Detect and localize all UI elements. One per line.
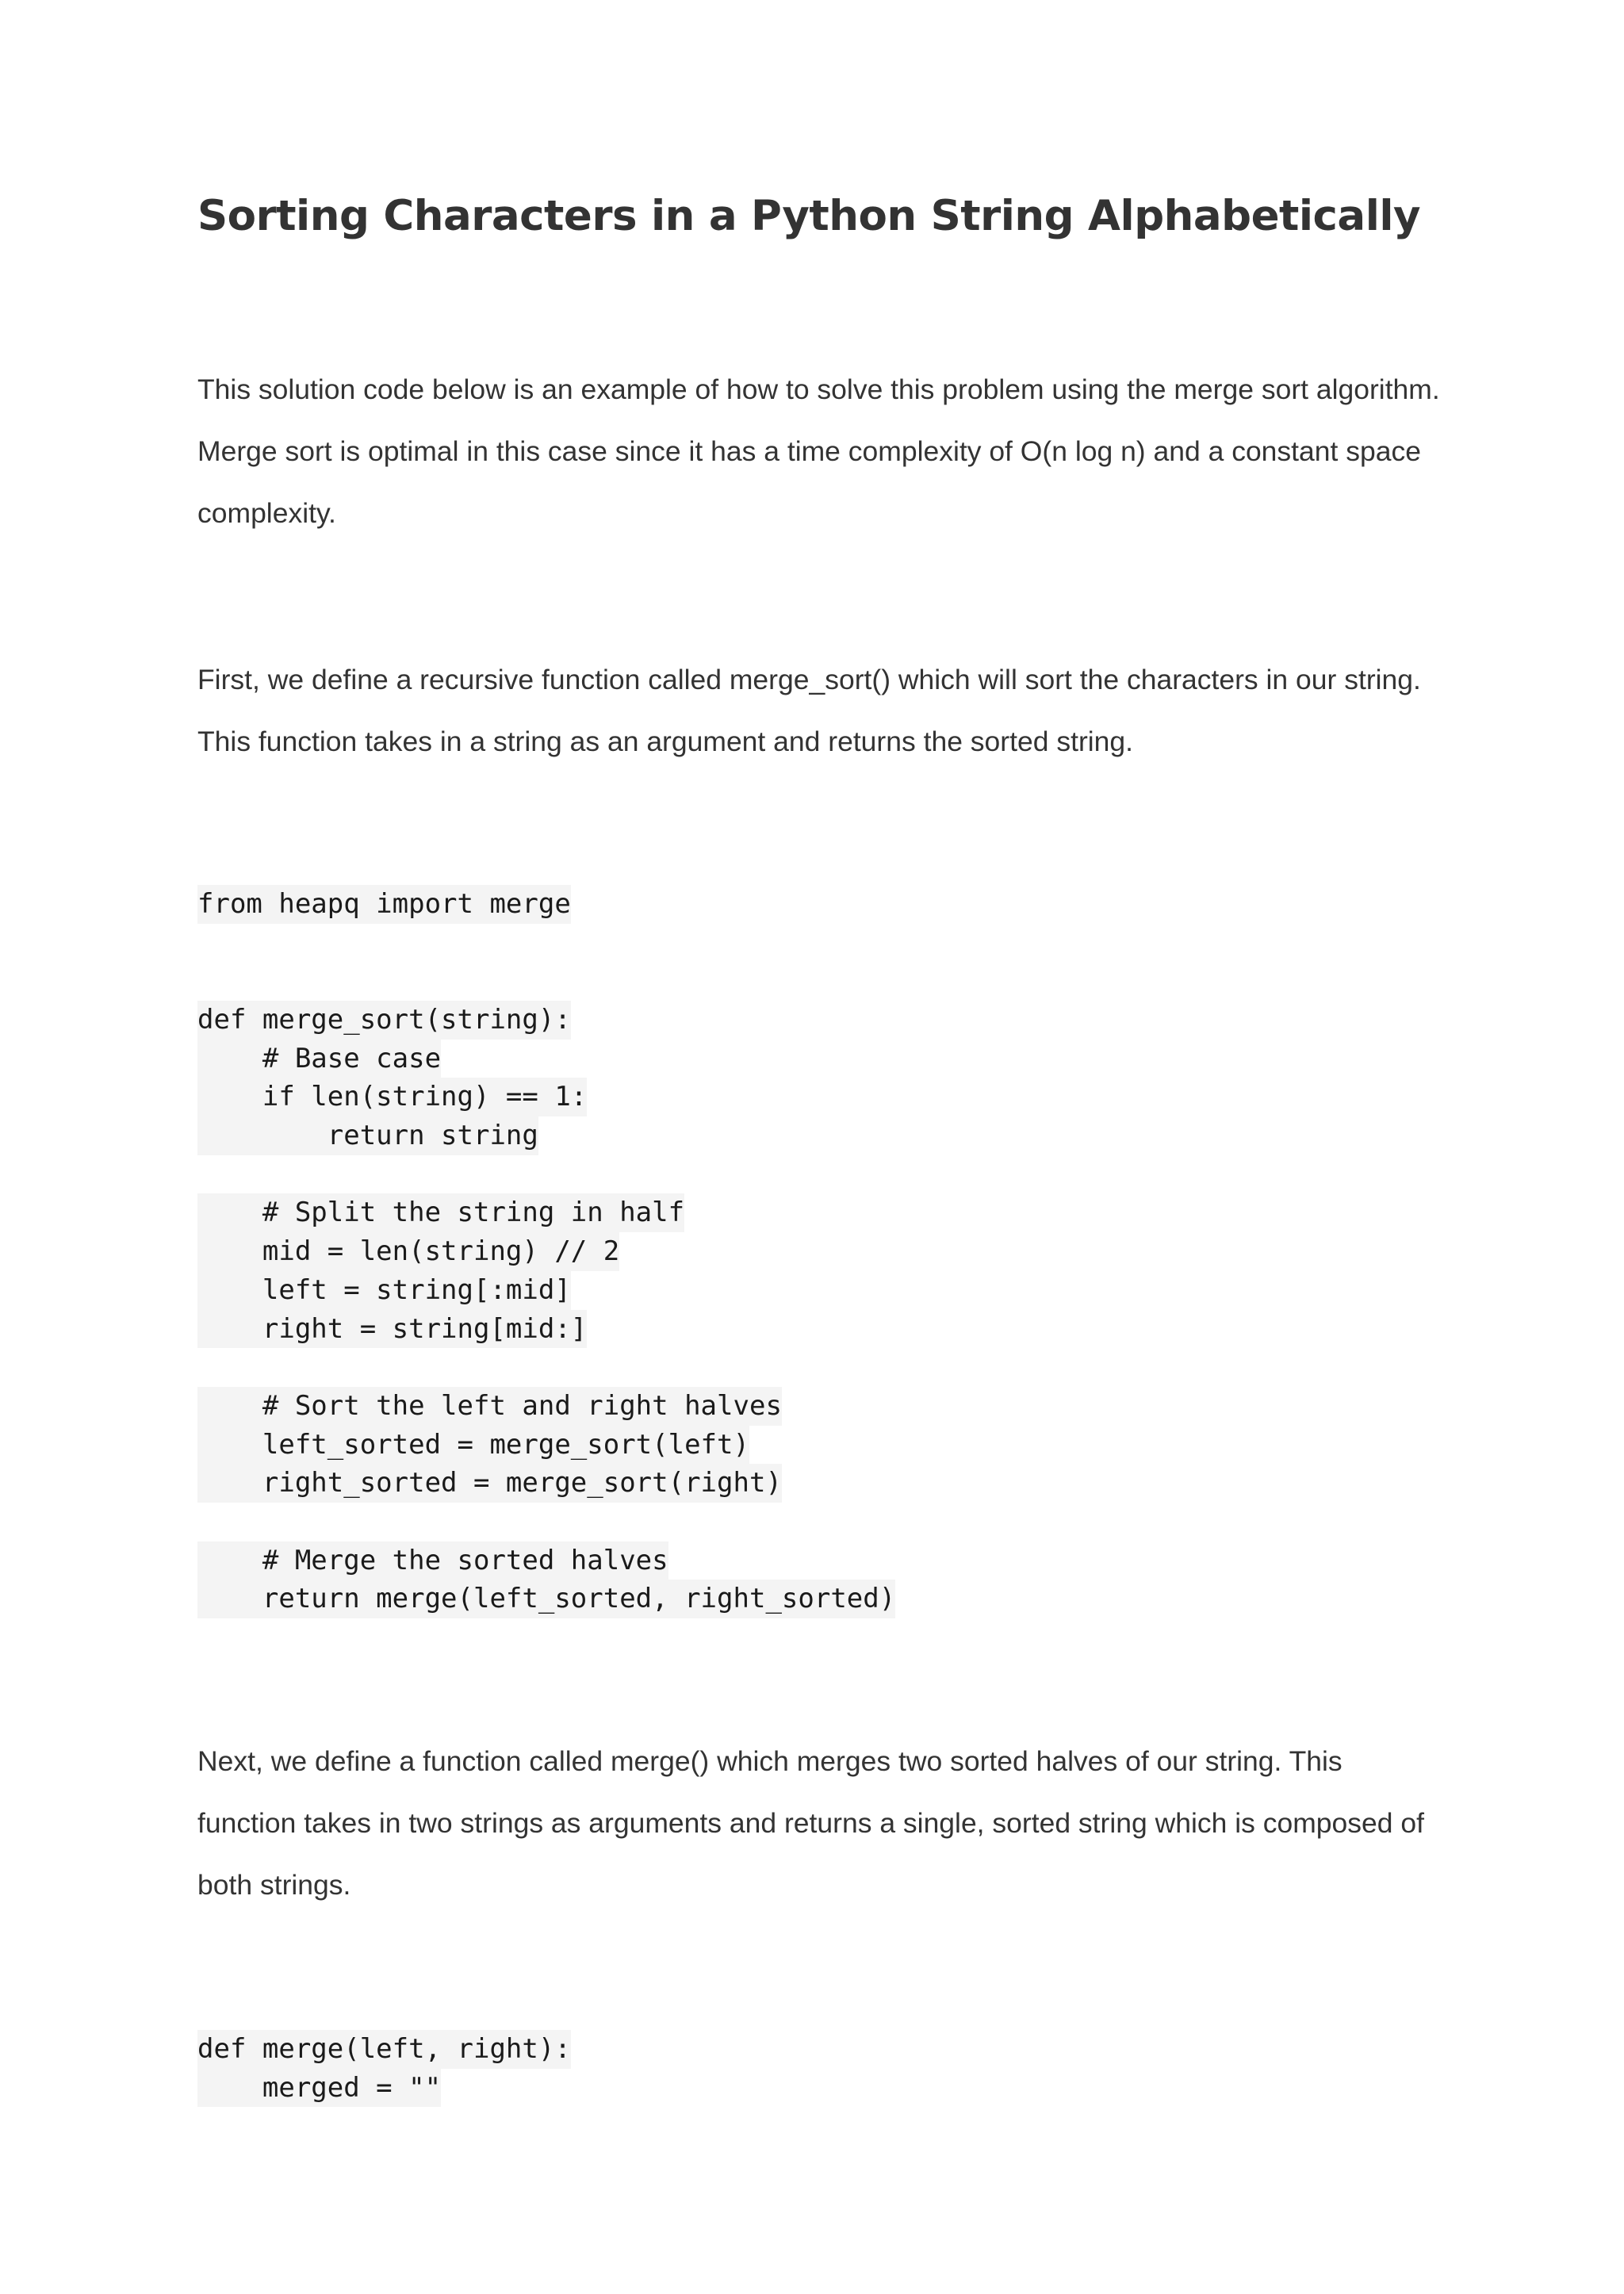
code-text: mid = len(string) // 2 <box>197 1232 619 1271</box>
code-line-blank <box>197 1155 895 1194</box>
code-line <box>197 1271 895 1310</box>
code-text: from heapq import merge <box>197 885 571 924</box>
code-block-merge <box>197 2030 571 2107</box>
code-line <box>197 1310 895 1349</box>
code-line <box>197 1541 895 1580</box>
code-line-blank <box>197 1503 895 1541</box>
merge-sort-paragraph: First, we define a recursive function called merge_sort() which will sort the characters in our string. This function takes in a string as an argument and returns the sorted string. <box>197 664 1421 757</box>
code-line <box>197 885 571 924</box>
code-text: right = string[mid:] <box>197 1310 587 1349</box>
code-line <box>197 1078 895 1116</box>
code-text: if len(string) == 1: <box>197 1078 587 1116</box>
code-text: # Split the string in half <box>197 1193 684 1232</box>
code-line <box>197 1426 895 1465</box>
code-text: # Base case <box>197 1040 441 1078</box>
code-line <box>197 1193 895 1232</box>
code-line <box>197 1232 895 1271</box>
code-text: # Merge the sorted halves <box>197 1541 668 1580</box>
code-line <box>197 1464 895 1503</box>
code-block-merge-sort <box>197 1001 895 1618</box>
code-line <box>197 1116 895 1155</box>
code-block-import <box>197 885 571 924</box>
code-line <box>197 1387 895 1426</box>
code-line <box>197 2030 571 2069</box>
code-line <box>197 1580 895 1618</box>
code-line <box>197 1001 895 1040</box>
intro-paragraph: This solution code below is an example of how to solve this problem using the merge sort algorithm. Merge sort is optimal in this case since it has a time complexity of O(n log n) and a constant space complexity. <box>197 373 1440 529</box>
code-line <box>197 1040 895 1078</box>
code-line-blank <box>197 1348 895 1387</box>
code-text: right_sorted = merge_sort(right) <box>197 1464 782 1503</box>
page-title: Sorting Characters in a Python String Alphabetically <box>197 192 1421 240</box>
code-text: def merge(left, right): <box>197 2030 571 2069</box>
code-text: # Sort the left and right halves <box>197 1387 782 1426</box>
merge-function-paragraph: Next, we define a function called merge() which merges two sorted halves of our string. This function takes in two strings as arguments and returns a single, sorted string which is composed of both strings. <box>197 1745 1424 1901</box>
code-line <box>197 2069 571 2108</box>
code-text: left = string[:mid] <box>197 1271 571 1310</box>
code-text: merged = "" <box>197 2069 441 2108</box>
code-text: left_sorted = merge_sort(left) <box>197 1426 749 1465</box>
code-text: return merge(left_sorted, right_sorted) <box>197 1580 895 1618</box>
code-text: def merge_sort(string): <box>197 1001 571 1040</box>
code-text: return string <box>197 1116 538 1155</box>
